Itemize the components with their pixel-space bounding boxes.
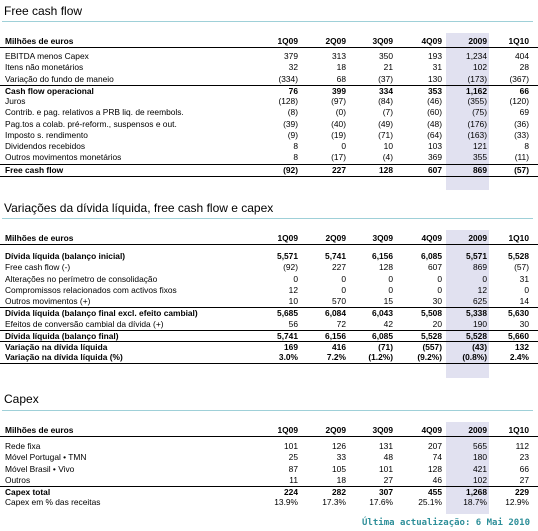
fcf-table-row-3q09: (84) [378,96,393,106]
debt-header-row-3q09: 3Q09 [372,233,393,243]
fcf-table-row-label: Cash flow operacional [5,85,94,96]
fcf-table-row-4q09: (60) [427,107,442,118]
fcf-table-row-1q10: 66 [519,85,529,96]
debt-table-row [0,319,538,330]
debt-table-row-2009: (43) [472,342,487,352]
capex-table-row-2009: 1,268 [466,487,487,497]
capex-table-row-label: Outros [5,474,31,485]
capex-table-row [0,475,538,486]
fcf-table-row-2009: (355) [467,96,487,106]
capex-header-row-2q09: 2Q09 [325,425,346,435]
debt-table-row-4q09: (557) [422,342,442,352]
fcf-header-row-1q10: 1Q10 [508,36,529,46]
capex-table-row-2q09: 33 [336,452,346,463]
fcf-table-row-label: Outros movimentos monetários [5,152,122,163]
capex-table-row [0,464,538,475]
debt-table-row-4q09: (9.2%) [417,352,442,363]
debt-table-row-1q10: 5,528 [508,251,529,261]
fcf-table-row-label: Contrib. e pag. relativos a PRB liq. de reembols. [5,107,184,118]
fcf-table-row-4q09: 353 [428,85,442,96]
debt-header-row [0,233,538,245]
debt-table-row-2009: 190 [473,318,487,329]
debt-table-row-label: Efeitos de conversão cambial da dívida (+) [5,318,164,329]
capex-table-row-4q09: 207 [428,441,442,451]
debt-table-row-2q09: 6,084 [325,308,346,319]
fcf-table-row-3q09: (7) [382,107,393,118]
fcf-table-row-1q09: 8 [293,152,298,163]
fcf-table-row-1q10: (120) [509,96,529,106]
debt-table-row-1q10: 2.4% [509,352,529,363]
debt-header-row-1q09: 1Q09 [277,233,298,243]
debt-table-row-2q09: 7.2% [326,352,346,363]
debt-header-row-label: Milhões de euros [5,233,74,243]
debt-table-row-3q09: 0 [388,273,393,284]
debt-table-row-4q09: 30 [432,296,442,306]
fcf-table-row-2q09: 68 [336,73,346,84]
debt-table-row-1q10: 30 [519,318,529,329]
capex-table-row-2009: 102 [473,474,487,485]
capex-table-row-1q10: 66 [519,463,529,474]
capex-table-row-1q09: 11 [289,474,298,485]
debt-table-row-1q10: 5,630 [508,308,529,319]
fcf-table-row-label: Pag.tos a colab. pré-reform., suspensos e out. [5,118,177,129]
fcf-table-row-2q09: 0 [341,141,346,151]
fcf-header-row [0,36,538,48]
debt-table-row [0,307,538,319]
capex-table-row-1q09: 224 [284,487,298,497]
capex-table-row-label: Rede fixa [5,441,41,451]
fcf-table-row-3q09: (71) [378,129,393,140]
capex-table-row-1q09: 25 [288,452,298,463]
debt-table-row-1q10: 5,660 [508,330,529,341]
debt-table-row-1q10: 14 [519,296,529,306]
debt-table-row [0,251,538,262]
fcf-table-row-4q09: (46) [427,96,442,106]
fcf-table-row-label: Free cash flow [5,164,64,175]
fcf-table-row [0,107,538,118]
debt-table-row-2q09: 5,741 [325,251,346,261]
capex-table-row-4q09: 25.1% [418,497,442,508]
capex-table-row [0,441,538,452]
capex-table-row-label: Capex em % das receitas [5,497,101,508]
debt-table-row-2q09: 416 [332,342,346,352]
fcf-table-row-1q10: (367) [509,73,529,84]
capex-table-row-1q10: 112 [515,441,529,451]
fcf-table-row-1q09: 32 [288,62,298,73]
debt-table-row-label: Compromissos relacionados com activos fixos [5,284,177,295]
fcf-table-row-4q09: 103 [428,141,442,151]
debt-table-row [0,274,538,285]
fcf-table-row-1q09: (39) [283,118,298,129]
debt-section-title: Variações da dívida líquida, free cash flow e capex [4,201,274,215]
debt-table-row-3q09: 6,156 [372,251,393,261]
capex-header-row-label: Milhões de euros [5,425,74,435]
debt-table-row-2q09: 570 [332,296,346,306]
fcf-table-row-4q09: 369 [428,152,442,163]
capex-table-row-2q09: 17.3% [322,497,346,508]
debt-table-row [0,285,538,296]
fcf-table-row-1q10: 69 [519,107,529,118]
fcf-table-row-2q09: 18 [336,62,346,73]
capex-header-row-4q09: 4Q09 [421,425,442,435]
fcf-table-row-2009: (173) [467,73,487,84]
fcf-table-row-1q10: (57) [514,164,529,175]
fcf-table-row-2q09: 227 [332,164,346,175]
fcf-table-row [0,119,538,130]
fcf-table-row [0,152,538,163]
fcf-table-row-4q09: 31 [432,62,442,73]
debt-table-row-1q09: (92) [283,262,298,273]
debt-table-row-2009: 5,528 [466,330,487,341]
debt-header-row-2q09: 2Q09 [325,233,346,243]
fcf-table-row-label: Imposto s. rendimento [5,129,88,140]
fcf-table-row-2009: (176) [467,118,487,129]
fcf-table-row-1q09: (8) [287,107,298,118]
fcf-table-row [0,96,538,107]
capex-table-row-2q09: 18 [336,474,346,485]
fcf-table-row-1q10: 8 [524,141,529,151]
capex-table-row-2q09: 282 [332,487,346,497]
fcf-table-row-2009: 1,162 [466,85,487,96]
capex-table-row-3q09: 307 [379,487,393,497]
debt-table-row-4q09: 20 [432,318,442,329]
capex-table-row-label: Capex total [5,487,51,497]
debt-table-row [0,352,538,364]
fcf-table-row [0,74,538,85]
fcf-header-row-2q09: 2Q09 [325,36,346,46]
capex-table-row-2q09: 126 [332,441,346,451]
capex-table-row-3q09: 27 [383,474,393,485]
fcf-table-row-2q09: (97) [331,96,346,106]
fcf-title-rule [2,21,533,22]
fcf-table-row-1q09: 379 [284,51,298,61]
debt-table-row-label: Alterações no perímetro de consolidação [5,273,158,284]
fcf-header-row-2009: 2009 [468,36,487,46]
debt-table-row-1q10: (57) [514,262,529,273]
fcf-table-row-2q09: 313 [332,51,346,61]
fcf-table-row-label: Dividendos recebidos [5,141,86,151]
fcf-table-row [0,51,538,62]
capex-table-row-3q09: 17.6% [369,497,393,508]
fcf-header-row-4q09: 4Q09 [421,36,442,46]
debt-table-row-2009: 0 [482,273,487,284]
debt-table-row-label: Dívida líquida (balanço final excl. efeito cambial) [5,308,198,319]
debt-table-row-1q10: 31 [519,273,529,284]
capex-table-row-1q10: 23 [519,452,529,463]
debt-table-row-4q09: 5,508 [421,308,442,319]
debt-table-row [0,262,538,273]
fcf-table-row-1q10: 28 [519,62,529,73]
debt-table-row-1q09: 12 [288,284,298,295]
debt-header-row-2009: 2009 [468,233,487,243]
debt-table-row-2009: 5,571 [466,251,487,261]
fcf-table-row-3q09: 128 [379,164,393,175]
fcf-table-row-2q09: (40) [331,118,346,129]
debt-table-row-1q09: 3.0% [278,352,298,363]
debt-table-row-3q09: (1.2%) [368,352,393,363]
debt-table-row-2q09: 0 [341,273,346,284]
debt-table-row-2q09: 227 [332,262,346,273]
fcf-table-row-3q09: 334 [379,85,393,96]
debt-table-row-2009: (0.8%) [462,352,487,363]
capex-table-row-4q09: 455 [428,487,442,497]
fcf-header-row-1q09: 1Q09 [277,36,298,46]
fcf-table-row-1q09: 8 [293,141,298,151]
fcf-table-row [0,62,538,73]
debt-table-row [0,296,538,307]
capex-table-row-1q10: 27 [519,474,529,485]
debt-table-row-label: Dívida líquida (balanço final) [5,330,119,341]
fcf-table-row-3q09: 10 [383,141,393,151]
debt-table-row-1q10: 0 [524,284,529,295]
capex-table-row-4q09: 128 [428,463,442,474]
debt-table-row-1q09: 10 [288,296,298,306]
fcf-table-row-3q09: 21 [383,62,393,73]
capex-header-row-1q09: 1Q09 [277,425,298,435]
fcf-table-row-2q09: (0) [335,107,346,118]
capex-table-row-label: Móvel Portugal • TMN [5,452,87,463]
capex-header-row-2009: 2009 [468,425,487,435]
fcf-table-row-label: EBITDA menos Capex [5,51,89,61]
fcf-table-row-3q09: 350 [379,51,393,61]
capex-table-row-2009: 565 [473,441,487,451]
capex-table-row-3q09: 101 [379,463,393,474]
capex-table-row-1q09: 13.9% [274,497,298,508]
debt-table-row-3q09: 42 [383,318,393,329]
debt-table-row-2q09: 6,156 [325,330,346,341]
fcf-table-row-4q09: (64) [427,129,442,140]
fcf-table-row-2q09: 399 [332,85,346,96]
capex-table-row-1q09: 101 [284,441,298,451]
fcf-table-row-1q10: (33) [514,129,529,140]
fcf-section-title: Free cash flow [4,4,83,18]
fcf-table-row-1q10: (36) [514,118,529,129]
fcf-table-row-1q09: (9) [287,129,298,140]
fcf-table-row [0,85,538,97]
capex-table-row-2009: 18.7% [463,497,487,508]
debt-table-row-4q09: 6,085 [421,251,442,261]
capex-header-row-3q09: 3Q09 [372,425,393,435]
debt-table-row-1q09: 5,685 [277,308,298,319]
debt-table-row-1q09: 56 [288,318,298,329]
fcf-table-row-1q09: (334) [278,73,298,84]
debt-header-row-1q10: 1Q10 [508,233,529,243]
capex-table-row-3q09: 131 [379,441,393,451]
debt-table-row-3q09: 6,085 [372,330,393,341]
fcf-table-row-label: Itens não monetários [5,62,84,73]
fcf-table-row-3q09: (49) [378,118,393,129]
debt-table-row-3q09: 15 [383,296,393,306]
capex-table-row-3q09: 48 [383,452,393,463]
debt-table-row-2009: 869 [473,262,487,273]
debt-table-row [0,341,538,353]
debt-table-row-4q09: 0 [437,273,442,284]
fcf-table-row-3q09: (37) [378,73,393,84]
fcf-table-row-2009: (163) [467,129,487,140]
fcf-table-row-4q09: 130 [428,73,442,84]
fcf-table-row-2q09: (19) [331,129,346,140]
debt-table-row-1q09: 0 [293,273,298,284]
capex-table-row-1q09: 87 [288,463,298,474]
capex-table-row-2q09: 105 [332,463,346,474]
fcf-table-row-2q09: (17) [331,152,346,163]
fcf-table-row-2009: 355 [473,152,487,163]
fcf-table-row-4q09: (48) [427,118,442,129]
capex-table-row [0,452,538,463]
capex-header-row [0,425,538,437]
capex-table-row [0,497,538,508]
debt-header-row-4q09: 4Q09 [421,233,442,243]
capex-table-row-1q10: 12.9% [505,497,529,508]
debt-table-row-label: Outros movimentos (+) [5,296,91,306]
capex-table-row-label: Móvel Brasil • Vivo [5,463,75,474]
debt-table-row-2009: 5,338 [466,308,487,319]
fcf-table-row-2009: 869 [473,164,487,175]
fcf-table-row-2009: 1,234 [466,51,487,61]
debt-table-row-3q09: 6,043 [372,308,393,319]
debt-table-row-label: Dívida líquida (balanço inicial) [5,251,126,261]
debt-table-row [0,330,538,342]
fcf-table-row-2009: 121 [473,141,487,151]
debt-table-row-3q09: 128 [379,262,393,273]
fcf-table-row [0,141,538,152]
fcf-table-row-1q09: (128) [278,96,298,106]
debt-table-row-3q09: (71) [378,342,393,352]
debt-table-row-3q09: 0 [388,284,393,295]
capex-table-row-2009: 180 [473,452,487,463]
debt-table-row-4q09: 5,528 [421,330,442,341]
fcf-table-row-label: Juros [5,96,26,106]
fcf-table-row [0,130,538,141]
capex-table-row-2009: 421 [473,463,487,474]
debt-table-row-1q09: 169 [284,342,298,352]
fcf-table-row-1q09: 76 [288,85,298,96]
debt-table-row-1q09: 5,571 [277,251,298,261]
fcf-table-row-4q09: 607 [428,164,442,175]
capex-table-row-1q10: 229 [515,487,529,497]
fcf-table-row-2009: (75) [472,107,487,118]
debt-table-row-2q09: 0 [341,284,346,295]
fcf-header-row-3q09: 3Q09 [372,36,393,46]
fcf-table-row-1q10: (11) [514,152,529,163]
debt-table-row-4q09: 607 [428,262,442,273]
fcf-table-row [0,164,538,177]
fcf-header-row-label: Milhões de euros [5,36,74,46]
fcf-table-row-4q09: 193 [428,51,442,61]
fcf-table-row-2009: 102 [473,62,487,73]
capex-header-row-1q10: 1Q10 [508,425,529,435]
debt-table-row-2q09: 72 [336,318,346,329]
debt-table-row-label: Free cash flow (-) [5,262,71,273]
debt-table-row-4q09: 0 [437,284,442,295]
debt-table-row-1q09: 5,741 [277,330,298,341]
fcf-table-row-3q09: (4) [382,152,393,163]
debt-table-row-1q10: 132 [515,342,529,352]
debt-table-row-label: Variação na dívida líquida [5,342,108,352]
debt-table-row-2009: 12 [477,284,487,295]
capex-title-rule [2,410,533,411]
capex-table-row-4q09: 74 [432,452,442,463]
debt-table-row-label: Variação na dívida líquida (%) [5,352,123,363]
capex-table-row [0,486,538,498]
last-update-note: Última actualização: 6 Mai 2010 [362,518,530,528]
debt-table-row-2009: 625 [473,296,487,306]
capex-section-title: Capex [4,392,39,406]
fcf-table-row-1q10: 404 [515,51,529,61]
debt-title-rule [2,218,533,219]
fcf-table-row-1q09: (92) [283,164,298,175]
capex-table-row-4q09: 46 [432,474,442,485]
fcf-table-row-label: Variação do fundo de maneio [5,73,114,84]
